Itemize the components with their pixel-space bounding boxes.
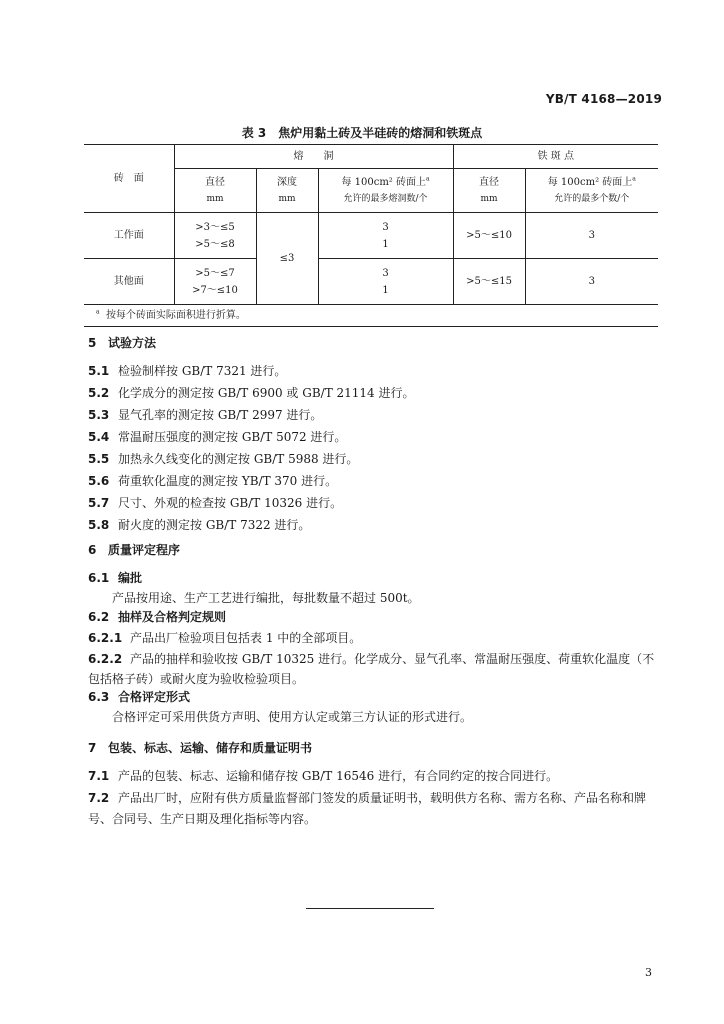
header-spots-group: 铁 斑 点 <box>453 145 658 169</box>
row-spot-count: 3 <box>525 259 658 305</box>
row-hole-counts: 3 1 <box>318 213 453 259</box>
header-holes-count: 每 100cm² 砖面上$^a$ 允许的最多熔洞数/个 <box>318 169 453 213</box>
table-3 <box>84 144 658 327</box>
clause-5-7: 5.7 尺寸、外观的检查按 GB/T 10326 进行。 <box>88 496 343 510</box>
page-number: 3 <box>645 966 652 979</box>
clause-6-3: 6.3 合格评定形式 <box>88 690 191 704</box>
clause-6-3-text: 合格评定可采用供货方声明、使用方认定或第三方认证的形式进行。 <box>112 710 473 724</box>
clause-5-2: 5.2 化学成分的测定按 GB/T 6900 或 GB/T 21114 进行。 <box>88 386 415 400</box>
table-row <box>84 259 658 305</box>
header-diameter: 直径 mm <box>174 169 256 213</box>
clause-7-2: 7.2 产品出厂时，应附有供方质量监督部门签发的质量证明书，载明供方名称、需方名称、产品名称和牌 <box>88 791 647 805</box>
header-depth: 深度 mm <box>256 169 318 213</box>
clause-5-3: 5.3 显气孔率的测定按 GB/T 2997 进行。 <box>88 408 323 422</box>
row-spot-diameter: >5～≤15 <box>453 259 525 305</box>
section-7-heading: 7 包装、标志、运输、储存和质量证明书 <box>88 741 313 755</box>
header-brick-face: 砖 面 <box>84 145 174 213</box>
header-spots-count: 每 100cm² 砖面上$^a$ 允许的最多个数/个 <box>525 169 658 213</box>
clause-6-2-2-cont: 包括格子砖）或耐火度为验收检验项目。 <box>88 672 305 686</box>
row-face: 工作面 <box>84 213 174 259</box>
clause-6-2-1: 6.2.1 产品出厂检验项目包括表 1 中的全部项目。 <box>88 631 362 645</box>
table-footnote: $^a$ 按每个砖面实际面积进行折算。 <box>84 305 658 327</box>
row-face: 其他面 <box>84 259 174 305</box>
clause-6-1-text: 产品按用途、生产工艺进行编批，每批数量不超过 500t。 <box>112 591 420 605</box>
clause-6-2-2: 6.2.2 产品的抽样和验收按 GB/T 10325 进行。化学成分、显气孔率、常温耐压强度、荷重软化温度（不 <box>88 652 655 666</box>
clause-6-2: 6.2 抽样及合格判定规则 <box>88 610 227 624</box>
clause-5-8: 5.8 耐火度的测定按 GB/T 7322 进行。 <box>88 518 311 532</box>
section-6-heading: 6 质量评定程序 <box>88 543 181 557</box>
clause-5-5: 5.5 加热永久线变化的测定按 GB/T 5988 进行。 <box>88 452 359 466</box>
row-diameters: >3～≤5 >5～≤8 <box>174 213 256 259</box>
clause-5-6: 5.6 荷重软化温度的测定按 YB/T 370 进行。 <box>88 474 338 488</box>
row-spot-diameter: >5～≤10 <box>453 213 525 259</box>
header-holes-group: 熔 洞 <box>174 145 453 169</box>
standard-code: YB/T 4168—2019 <box>545 92 662 106</box>
table-caption: 表 3 焦炉用黏土砖及半硅砖的熔洞和铁斑点 <box>241 126 483 140</box>
table-row <box>84 213 658 259</box>
section-5-heading: 5 试验方法 <box>88 336 157 350</box>
clause-5-4: 5.4 常温耐压强度的测定按 GB/T 5072 进行。 <box>88 430 347 444</box>
clause-7-1: 7.1 产品的包装、标志、运输和储存按 GB/T 16546 进行，有合同约定的按合同进行。 <box>88 769 559 783</box>
row-spot-count: 3 <box>525 213 658 259</box>
clause-6-1: 6.1 编批 <box>88 571 143 585</box>
header-spot-diameter: 直径 mm <box>453 169 525 213</box>
clause-5-1: 5.1 检验制样按 GB/T 7321 进行。 <box>88 364 287 378</box>
end-rule <box>306 908 434 909</box>
row-hole-counts: 3 1 <box>318 259 453 305</box>
clause-7-2-cont: 号、合同号、生产日期及理化指标等内容。 <box>88 812 317 826</box>
row-diameters: >5～≤7 >7～≤10 <box>174 259 256 305</box>
depth-value: ≤3 <box>256 213 318 305</box>
